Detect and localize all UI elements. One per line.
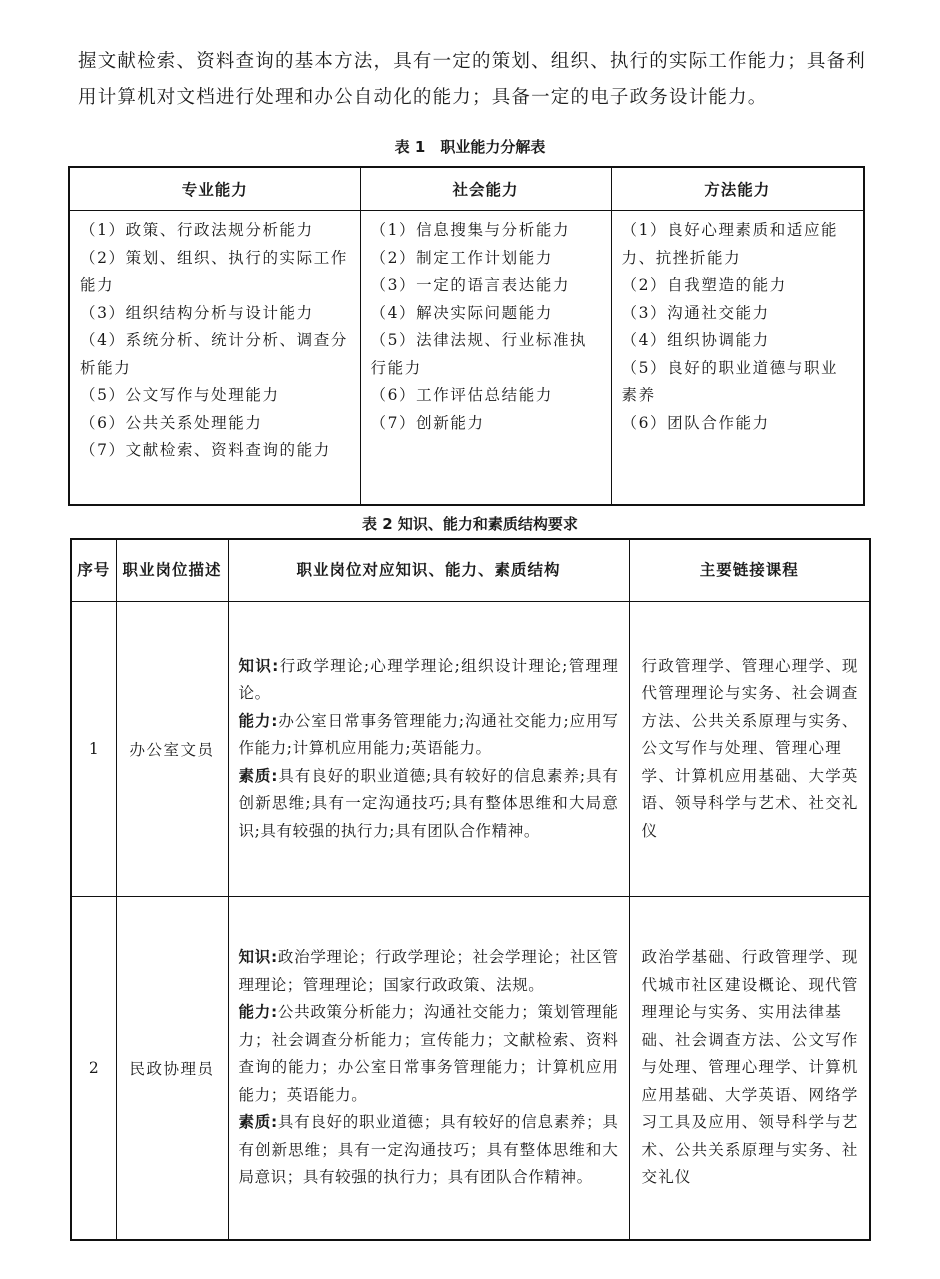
list-item: （6）公共关系处理能力 — [80, 413, 263, 432]
table1-caption: 表 1 职业能力分解表 — [394, 138, 546, 156]
list-item: （1）信息搜集与分析能力 — [370, 221, 571, 239]
list-item: （5）良好的职业道德与职业素养 — [621, 358, 839, 404]
list-item: （5）法律法规、行业标准执行能力 — [370, 331, 588, 377]
courses-cell: 政治学基础、行政管理学、现代城市社区建设概论、现代管理理论与实务、实用法律基础、社会调查方法、公文写作与处理、管理心理学、计算机应用基础、大学英语、网络学习工具及应用、领导科学与艺术、公共关系原理与实务、社交礼仪 — [629, 897, 870, 1241]
knowledge-label: 知识: — [238, 948, 278, 967]
professional-ability-cell — [69, 211, 360, 506]
row-number: 1 — [71, 602, 116, 897]
row-number: 2 — [71, 897, 116, 1241]
knowledge-line — [239, 653, 619, 708]
quality-line — [239, 1109, 619, 1192]
ability-label: 能力: — [238, 1003, 278, 1022]
quality-line — [239, 763, 619, 846]
header-method-ability: 方法能力 — [611, 167, 864, 211]
header-courses: 主要链接课程 — [629, 539, 870, 602]
social-ability-cell — [360, 211, 611, 506]
knowledge-line — [239, 944, 619, 999]
table1-header-row — [69, 167, 864, 211]
quality-label: 素质: — [238, 1113, 278, 1132]
structure-cell — [228, 897, 629, 1241]
professional-ability-list — [80, 217, 352, 465]
table-row — [71, 602, 870, 897]
list-item: （3）一定的语言表达能力 — [370, 276, 571, 294]
list-item: （7）文献检索、资料查询的能力 — [80, 441, 331, 459]
list-item: （1）政策、行政法规分析能力 — [80, 221, 314, 239]
list-item: （4）解决实际问题能力 — [370, 303, 553, 322]
ability-text: 公共政策分析能力；沟通社交能力；策划管理能力；社会调查分析能力；宣传能力；文献检索、资料查询的能力；办公室日常事务管理能力；计算机应用能力；英语能力。 — [238, 1003, 619, 1104]
knowledge-text: 政治学理论；行政学理论；社会学理论；社区管理理论；管理理论；国家行政政策、法规。 — [238, 948, 619, 994]
header-structure: 职业岗位对应知识、能力、素质结构 — [228, 539, 629, 602]
list-item: （2）策划、组织、执行的实际工作能力 — [80, 248, 348, 294]
list-item: （4）系统分析、统计分析、调查分析能力 — [80, 331, 348, 377]
list-item: （7）创新能力 — [370, 413, 485, 432]
header-professional-ability: 专业能力 — [69, 167, 360, 211]
list-item: （4）组织协调能力 — [621, 331, 770, 349]
ability-text: 办公室日常事务管理能力;沟通社交能力;应用写作能力;计算机应用能力;英语能力。 — [238, 711, 619, 758]
knowledge-text: 行政学理论;心理学理论;组织设计理论;管理理论。 — [238, 656, 619, 703]
structure-cell — [228, 602, 629, 897]
header-number: 序号 — [71, 539, 116, 602]
quality-text: 具有良好的职业道德;具有较好的信息素养;具有创新思维;具有一定沟通技巧;具有整体思维和大局意识;具有较强的执行力;具有团队合作精神。 — [238, 766, 619, 840]
list-item: （6）团队合作能力 — [621, 413, 770, 432]
header-job-description: 职业岗位描述 — [116, 539, 228, 602]
job-title: 办公室文员 — [116, 602, 228, 897]
quality-label: 素质: — [238, 766, 279, 785]
table2-caption: 表 2 知识、能力和素质结构要求 — [362, 515, 578, 533]
ability-line — [239, 999, 619, 1109]
job-title: 民政协理员 — [116, 897, 228, 1241]
courses-cell: 行政管理学、管理心理学、现代管理理论与实务、社会调查方法、公共关系原理与实务、公文写作与处理、管理心理学、计算机应用基础、大学英语、领导科学与艺术、社交礼仪 — [629, 602, 870, 897]
quality-text: 具有良好的职业道德；具有较好的信息素养；具有创新思维；具有一定沟通技巧；具有整体思维和大局意识；具有较强的执行力；具有团队合作精神。 — [238, 1113, 619, 1187]
method-ability-cell — [611, 211, 864, 506]
method-ability-list — [622, 217, 856, 437]
social-ability-list — [371, 217, 603, 437]
list-item: （3）沟通社交能力 — [621, 303, 770, 322]
header-social-ability: 社会能力 — [360, 167, 611, 211]
intro-paragraph: 握文献检索、资料查询的基本方法，具有一定的策划、组织、执行的实际工作能力；具备利用计算机对文档进行处理和办公自动化的能力；具备一定的电子政务设计能力。 — [78, 51, 867, 108]
list-item: （5）公文写作与处理能力 — [80, 386, 280, 404]
table2-header-row — [71, 539, 870, 602]
ability-label: 能力: — [238, 711, 279, 730]
list-item: （2）制定工作计划能力 — [370, 248, 553, 267]
list-item: （3）组织结构分析与设计能力 — [80, 303, 314, 322]
list-item: （1）良好心理素质和适应能力、抗挫折能力 — [621, 221, 839, 267]
ability-line — [239, 708, 619, 763]
ability-breakdown-table — [68, 166, 865, 506]
table1-body-row — [69, 211, 864, 506]
structure-requirements-table — [70, 538, 871, 1241]
table-row — [71, 897, 870, 1241]
list-item: （6）工作评估总结能力 — [370, 386, 553, 404]
knowledge-label: 知识: — [238, 656, 279, 675]
list-item: （2）自我塑造的能力 — [621, 276, 787, 294]
